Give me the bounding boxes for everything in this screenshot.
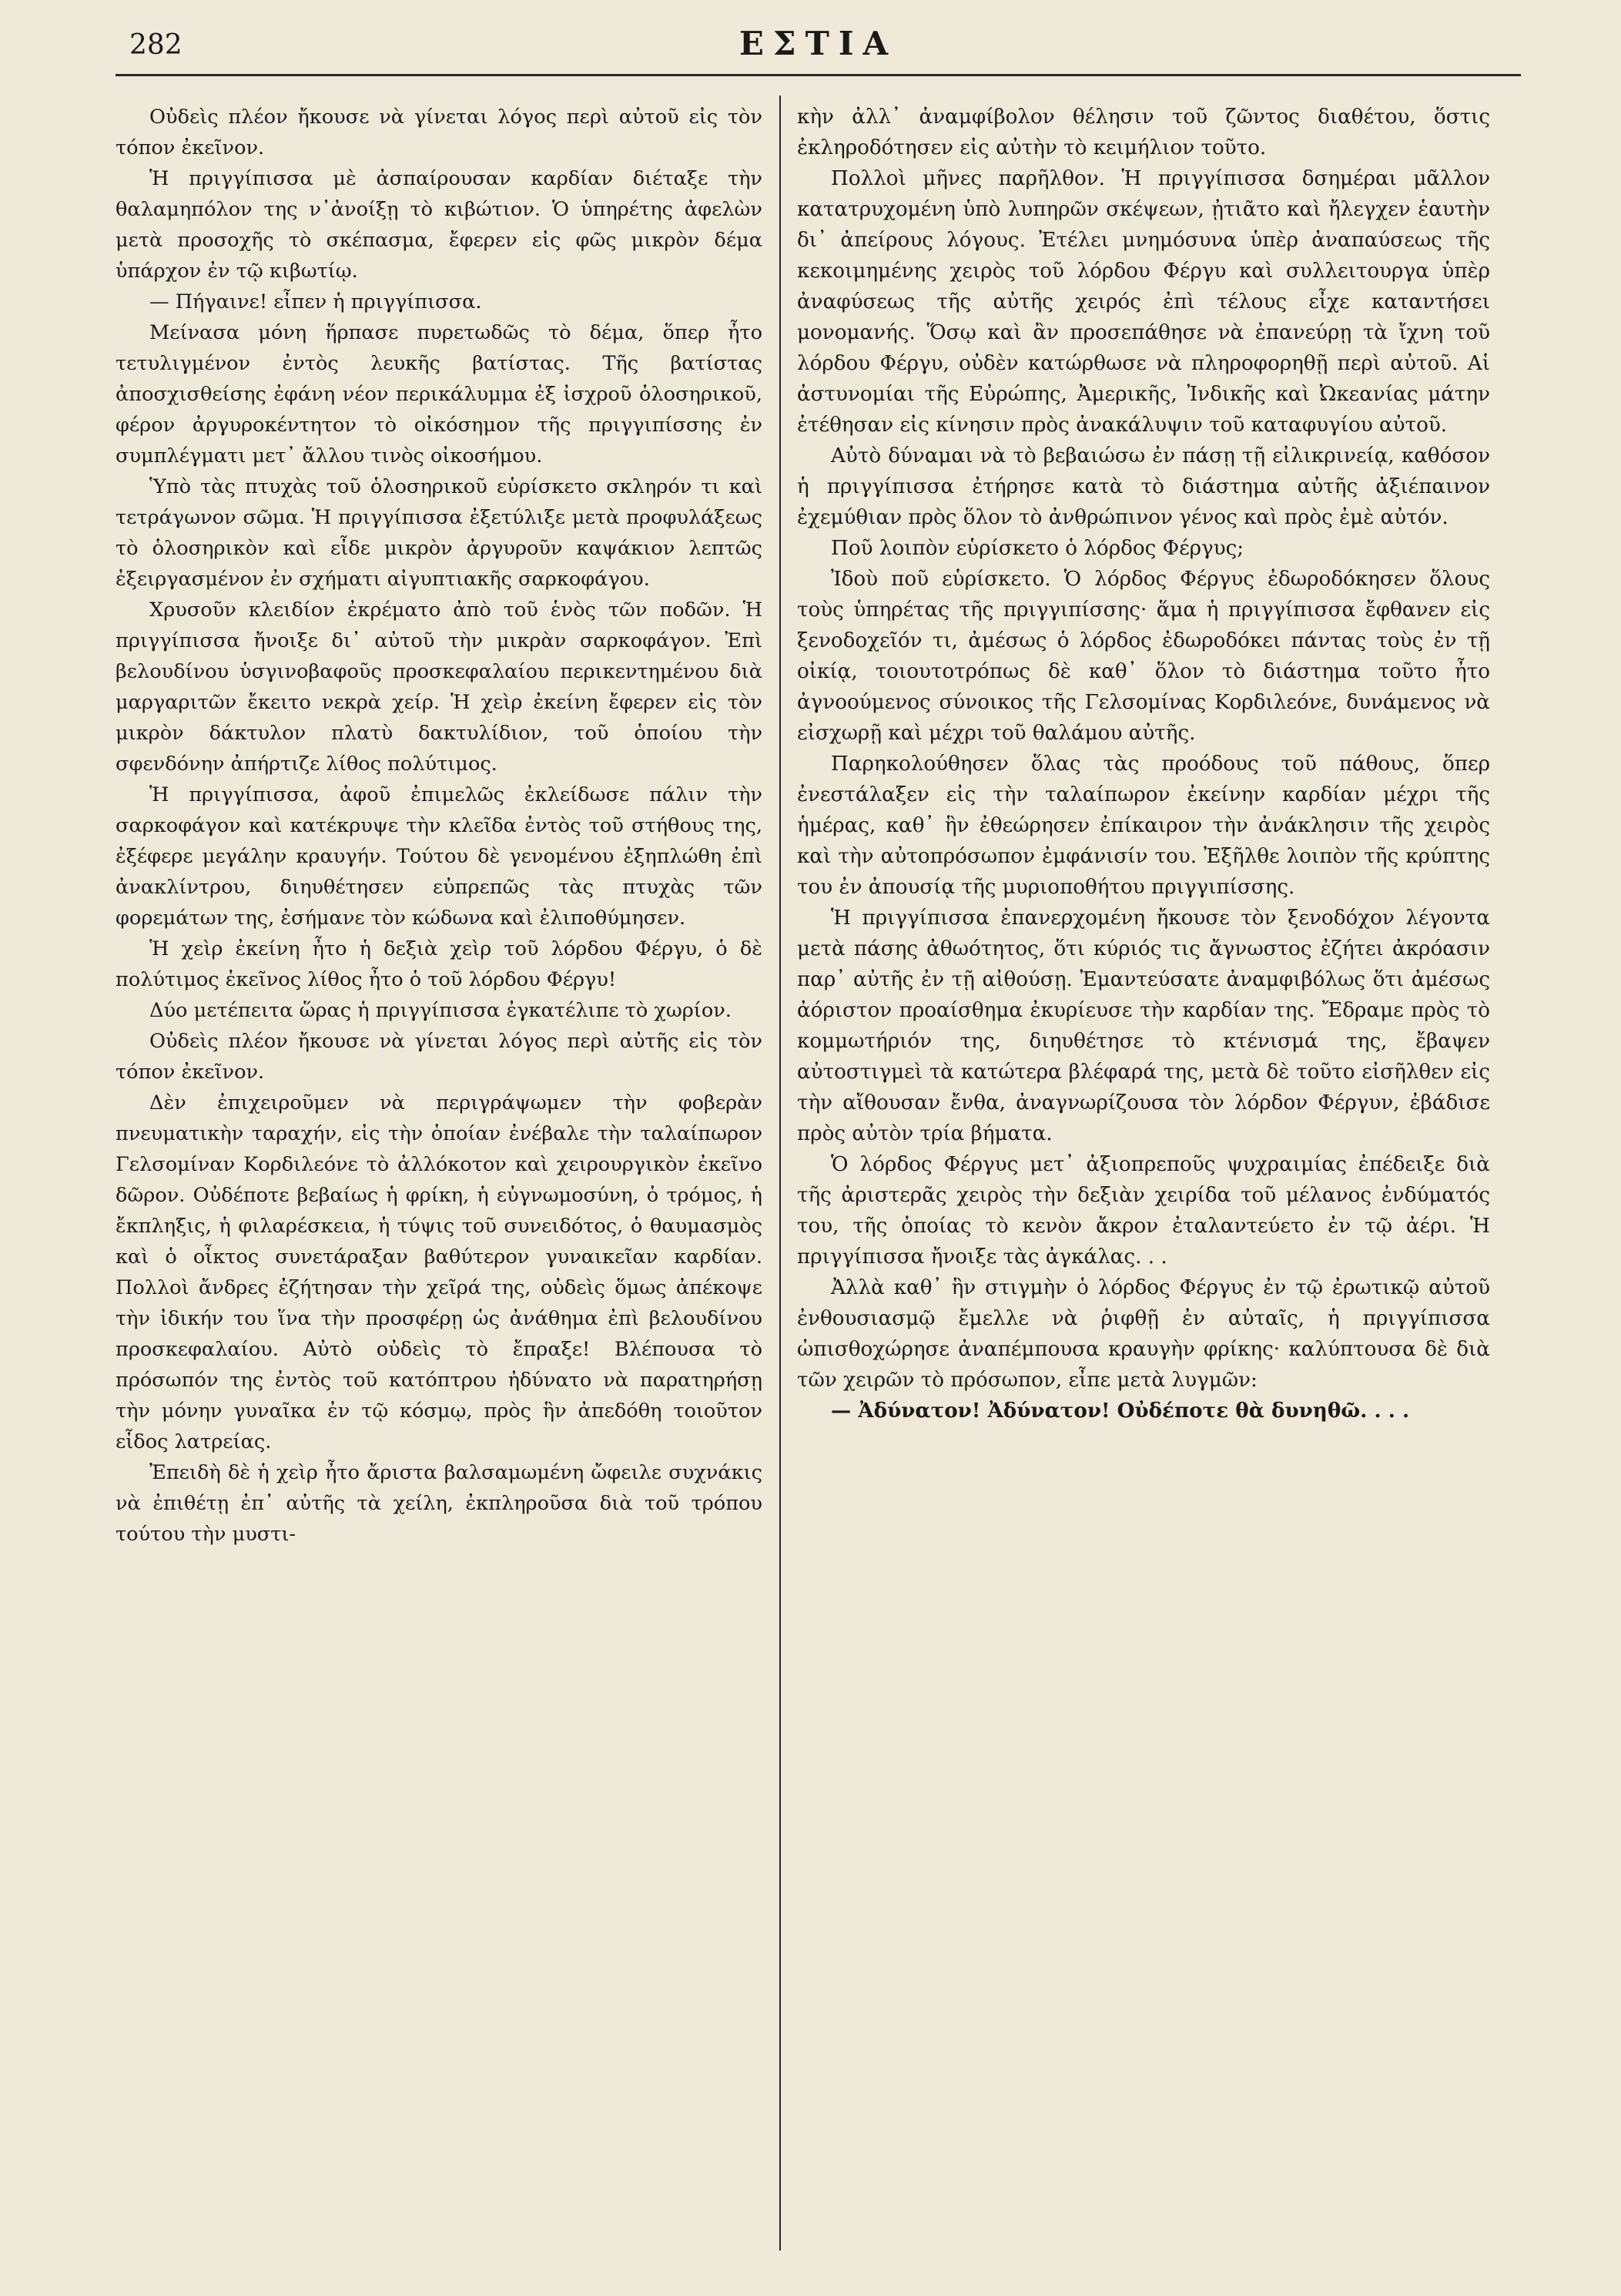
paragraph: Οὐδεὶς πλέον ἤκουσε νὰ γίνεται λόγος περὶ αὐτοῦ εἰς τὸν τόπον ἐκεῖνον.	[116, 106, 762, 159]
paragraph: Ἐπειδὴ δὲ ἡ χεὶρ ἦτο ἄριστα βαλσαμωμένη ὤφειλε συχνάκις νὰ ἐπιθέτῃ ἐπ᾽ αὐτῆς τὰ χείλη, ἐκπληροῦσα διὰ τοῦ τρόπου τούτου τὴν μυστι-	[116, 1461, 762, 1546]
closing-exclamation: — Ἀδύνατον! Ἀδύνατον! Οὐδέποτε θὰ δυνηθῶ. . . .	[831, 1399, 1410, 1423]
running-title: ΕΣΤΙΑ	[738, 25, 898, 62]
header-rule	[116, 74, 1521, 76]
paragraph: — Πήγαινε! εἶπεν ἡ πριγγίπισσα.	[149, 290, 482, 313]
page-number: 282	[129, 29, 183, 61]
paragraph: Ἀλλὰ καθ᾽ ἣν στιγμὴν ὁ λόρδος Φέργυς ἐν τῷ ἐρωτικῷ αὐτοῦ ἐνθουσιασμῷ ἔμελλε νὰ ῥιφθῇ ἐν αὐταῖς, ἡ πριγγίπισσα ὠπισθοχώρησε ἀναπέμπουσα κραυγὴν φρίκης· καλύπτουσα δὲ διὰ τῶν χειρῶν τὸ πρόσωπον, εἶπε μετὰ λυγμῶν:	[797, 1276, 1490, 1392]
paragraph: Ἡ πριγγίπισσα μὲ ἀσπαίρουσαν καρδίαν διέταξε τὴν θαλαμηπόλον της ν᾽ἀνοίξῃ τὸ κιβώτιον. Ὁ ὑπηρέτης ἀφελὼν μετὰ προσοχῆς τὸ σκέπασμα, ἔφερεν εἰς φῶς μικρὸν δέμα ὑπάρχον ἐν τῷ κιβωτίῳ.	[116, 167, 762, 283]
paragraph: Αὐτὸ δύναμαι νὰ τὸ βεβαιώσω ἐν πάσῃ τῇ εἰλικρινείᾳ, καθόσον ἡ πριγγίπισσα ἐτήρησε κατὰ τὸ διάστημα αὐτῆς ἀξιέπαινον ἐχεμύθιαν πρὸς ὅλον τὸ ἀνθρώπινον γένος καὶ πρὸς ἐμὲ αὐτόν.	[797, 444, 1490, 529]
paragraph: Μείνασα μόνη ἥρπασε πυρετωδῶς τὸ δέμα, ὅπερ ἦτο τετυλιγμένον ἐντὸς λευκῆς βατίστας. Τῆς βατίστας ἀποσχισθείσης ἐφάνη νέον περικάλυμμα ἐξ ἰσχροῦ ὁλοσηρικοῦ, φέρον ἀργυροκέντητον τὸ οἰκόσημον τῆς πριγγιπίσσης ἐν συμπλέγματι μετ᾽ ἄλλου τινὸς οἰκοσήμου.	[116, 321, 762, 468]
right-column	[797, 102, 1490, 2243]
paragraph: Χρυσοῦν κλειδίον ἐκρέματο ἀπὸ τοῦ ἑνὸς τῶν ποδῶν. Ἡ πριγγίπισσα ἤνοιξε δι᾽ αὐτοῦ τὴν μικρὰν σαρκοφάγον. Ἐπὶ βελουδίνου ὑσγινοβαφοῦς προσκεφαλαίου περικεντημένου διὰ μαργαριτῶν ἔκειτο νεκρὰ χείρ. Ἡ χεὶρ ἐκείνη ἔφερεν εἰς τὸν μικρὸν δάκτυλον πλατὺ δακτυλίδιον, τοῦ ὁποίου τὴν σφενδόνην ἀπήρτιζε λίθος πολύτιμος.	[116, 598, 762, 776]
paragraph: Πολλοὶ μῆνες παρῆλθον. Ἡ πριγγίπισσα δσημέραι μᾶλλον κατατρυχομένη ὑπὸ λυπηρῶν σκέψεων, ᾐτιᾶτο καὶ ἤλεγχεν ἑαυτὴν δι᾽ ἀπείρους λόγους. Ἐτέλει μνημόσυνα ὑπὲρ ἀναπαύσεως τῆς κεκοιμημένης χειρὸς τοῦ λόρδου Φέργυ καὶ συλλειτουργα ὑπὲρ ἀναφύσεως τῆς αὐτῆς χειρός ἐπὶ τέλους εἶχε καταντήσει μονομανής. Ὅσῳ καὶ ἂν προσεπάθησε νὰ ἐπανεύρῃ τὰ ἴχνη τοῦ λόρδου Φέργυ, οὐδὲν κατώρθωσε νὰ πληροφορηθῇ περὶ αὐτοῦ. Αἱ ἀστυνομίαι τῆς Εὐρώπης, Ἀμερικῆς, Ἰνδικῆς καὶ Ὠκεανίας μάτην ἐτέθησαν εἰς κίνησιν πρὸς ἀνακάλυψιν τοῦ καταφυγίου αὐτοῦ.	[797, 167, 1490, 437]
paragraph: Ὑπὸ τὰς πτυχὰς τοῦ ὁλοσηρικοῦ εὑρίσκετο σκληρόν τι καὶ τετράγωνον σῶμα. Ἡ πριγγίπισσα ἐξετύλιξε μετὰ προφυλάξεως τὸ ὁλοσηρικὸν καὶ εἶδε μικρὸν ἀργυροῦν καψάκιον λεπτῶς ἐξειργασμένον ἐν σχήματι αἰγυπτιακῆς σαρκοφάγου.	[116, 475, 762, 591]
paragraph: Ἡ χεὶρ ἐκείνη ἦτο ἡ δεξιὰ χεὶρ τοῦ λόρδου Φέργυ, ὁ δὲ πολύτιμος ἐκεῖνος λίθος ἦτο ὁ τοῦ λόρδου Φέργυ!	[116, 937, 762, 991]
paragraph: κὴν ἀλλ᾽ ἀναμφίβολον θέλησιν τοῦ ζῶντος διαθέτου, ὅστις ἐκληροδότησεν εἰς αὐτὴν τὸ κειμήλιον τοῦτο.	[797, 106, 1490, 159]
paragraph: Ὁ λόρδος Φέργυς μετ᾽ ἀξιοπρεποῦς ψυχραιμίας ἐπέδειξε διὰ τῆς ἀριστερᾶς χειρὸς τὴν δεξιὰν χειρίδα τοῦ μέλανος ἐνδύματός του, τῆς ὁποίας τὸ κενὸν ἄκρον ἐταλαντεύετο ἐν τῷ ἀέρι. Ἡ πριγγίπισσα ἤνοιξε τὰς ἀγκάλας. . .	[797, 1153, 1490, 1269]
paragraph: Ἡ πριγγίπισσα, ἀφοῦ ἐπιμελῶς ἐκλείδωσε πάλιν τὴν σαρκοφάγον καὶ κατέκρυψε τὴν κλεῖδα ἐντὸς τοῦ στήθους της, ἐξέφερε μεγάλην κραυγήν. Τούτου δὲ γενομένου ἐξηπλώθη ἐπὶ ἀνακλίντρου, διηυθέτησεν εὐπρεπῶς τὰς πτυχὰς τῶν φορεμάτων της, ἐσήμανε τὸν κώδωνα καὶ ἐλιποθύμησεν.	[116, 783, 762, 930]
left-column	[116, 102, 762, 2243]
paragraph: Δὲν ἐπιχειροῦμεν νὰ περιγράψωμεν τὴν φοβερὰν πνευματικὴν ταραχήν, εἰς τὴν ὁποίαν ἐνέβαλε τὴν ταλαίπωρον Γελσομίναν Κορδιλεόνε τὸ ἀλλόκοτον καὶ χειρουργικὸν ἐκεῖνο δῶρον. Οὐδέποτε βεβαίως ἡ φρίκη, ἡ εὐγνωμοσύνη, ὁ τρόμος, ἡ ἔκπληξις, ἡ φιλαρέσκεια, ἡ τύψις τοῦ συνειδότος, ὁ θαυμασμὸς καὶ ὁ οἶκτος συνετάραξαν βαθύτερον γυναικεῖαν καρδίαν. Πολλοὶ ἄνδρες ἐζήτησαν τὴν χεῖρά της, οὐδεὶς ὅμως ἀπέκοψε τὴν ἰδικήν του ἵνα τὴν προσφέρῃ ὡς ἀνάθημα ἐπὶ βελουδίνου προσκεφαλαίου. Αὐτὸ οὐδεὶς τὸ ἔπραξε! Βλέπουσα τὸ πρόσωπόν της ἐντὸς τοῦ κατόπτρου ἠδύνατο νὰ παρατηρήσῃ τὴν μόνην γυναῖκα ἐν τῷ κόσμῳ, πρὸς ἣν ἀπεδόθη τοιοῦτον εἶδος λατρείας.	[116, 1091, 762, 1453]
paragraph: Παρηκολούθησεν ὅλας τὰς προόδους τοῦ πάθους, ὅπερ ἐνεστάλαξεν εἰς τὴν ταλαίπωρον ἐκείνην καρδίαν μέχρι τῆς ἡμέρας, καθ᾽ ἣν ἐθεώρησεν ἐπίκαιρον τὴν ἀνάκλησιν τῆς χειρὸς καὶ τὴν αὐτοπρόσωπον ἐμφάνισίν του. Ἐξῆλθε λοιπὸν τῆς κρύπτης του ἐν ἀπουσίᾳ τῆς μυριοποθήτου πριγγιπίσσης.	[797, 752, 1490, 899]
column-divider	[779, 96, 781, 2251]
paragraph: Ἰδοὺ ποῦ εὑρίσκετο. Ὁ λόρδος Φέργυς ἐδωροδόκησεν ὅλους τοὺς ὑπηρέτας τῆς πριγγιπίσσης· ἅμα ἡ πριγγίπισσα ἔφθανεν εἰς ξενοδοχεῖόν τι, ἀμέσως ὁ λόρδος ἐδωροδόκει πάντας τοὺς ἐν τῇ οἰκίᾳ, τοιουτοτρόπως δὲ καθ᾽ ὅλον τὸ διάστημα τοῦτο ἦτο ἀγνοούμενος σύνοικος τῆς Γελσομίνας Κορδιλεόνε, δυνάμενος νὰ εἰσχωρῇ καὶ μέχρι τοῦ θαλάμου αὐτῆς.	[797, 568, 1490, 745]
paragraph: Ποῦ λοιπὸν εὑρίσκετο ὁ λόρδος Φέργυς;	[831, 537, 1244, 560]
page-header	[116, 17, 1521, 71]
paragraph: Ἡ πριγγίπισσα ἐπανερχομένη ἤκουσε τὸν ξενοδόχον λέγοντα μετὰ πάσης ἀθωότητος, ὅτι κύριός τις ἄγνωστος ἐζήτει ἀκρόασιν παρ᾽ αὐτῆς ἐν τῇ αἰθούσῃ. Ἐμαντεύσατε ἀναμφιβόλως ὅτι ἀμέσως ἀόριστον προαίσθημα ἐκυρίευσε τὴν καρδίαν της. Ἔδραμε πρὸς τὸ κομμωτήριόν της, διηυθέτησε τὸ κτένισμά της, ἔβαψεν αὐτοστιγμεὶ τὰ κατώτερα βλέφαρά της, μετὰ δὲ τοῦτο εἰσῆλθεν εἰς τὴν αἴθουσαν ἔνθα, ἀναγνωρίζουσα τὸν λόρδον Φέργυν, ἐβάδισε πρὸς αὐτὸν τρία βήματα.	[797, 907, 1490, 1145]
paragraph: Οὐδεὶς πλέον ἤκουσε νὰ γίνεται λόγος περὶ αὐτῆς εἰς τὸν τόπον ἐκεῖνον.	[116, 1030, 762, 1084]
paragraph: Δύο μετέπειτα ὥρας ἡ πριγγίπισσα ἐγκατέλιπε τὸ χωρίον.	[149, 999, 732, 1022]
